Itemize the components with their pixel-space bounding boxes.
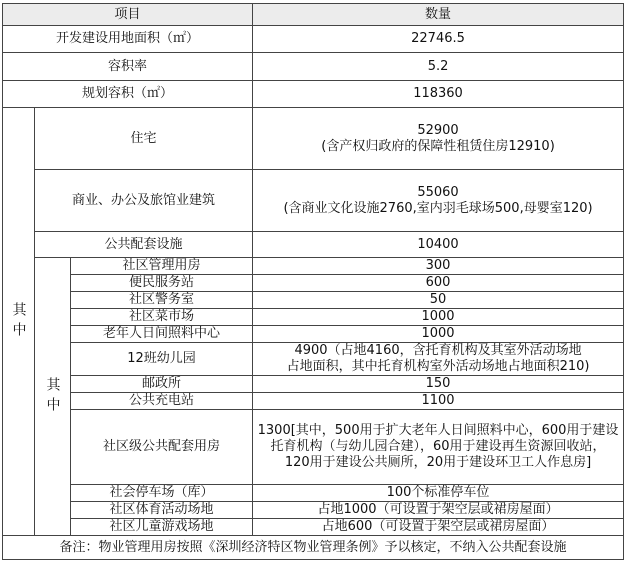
row-label: 公共充电站 [71,393,253,410]
value-line: 1300[其中，500用于扩大老年人日间照料中心，600用于建设 [257,423,619,438]
row-value: 1000 [253,309,624,326]
table-row [3,309,624,326]
footnote-row [3,536,624,560]
table-row [3,519,624,536]
footnote: 备注：物业管理用房按照《深圳经济特区物业管理条例》予以核定，不纳入公共配套设施 [3,536,624,560]
row-value: 10400 [253,232,624,258]
table-row [3,53,624,81]
sub-group-label: 其中 [35,258,71,536]
table-row [3,376,624,393]
header-row [3,4,624,26]
table-row [3,170,624,232]
row-label: 老年人日间照料中心 [71,326,253,343]
row-label: 容积率 [3,53,253,81]
row-label: 社区儿童游戏场地 [71,519,253,536]
row-value: 5.2 [253,53,624,81]
table-row [3,410,624,485]
header-quantity: 数量 [253,4,624,26]
table-row [3,292,624,309]
row-label: 社区菜市场 [71,309,253,326]
table-row [3,343,624,376]
row-value: 150 [253,376,624,393]
value-main: 52900 [417,122,459,138]
row-label: 商业、办公及旅馆业建筑 [35,170,253,232]
row-label: 社区警务室 [71,292,253,309]
row-label: 便民服务站 [71,275,253,292]
row-value: 118360 [253,81,624,108]
table-row [3,393,624,410]
table-row [3,502,624,519]
value-line: 托育机构（与幼儿园合建），60用于建设再生资源回收站， [270,439,606,454]
table-row [3,326,624,343]
row-value: 1100 [253,393,624,410]
data-table [2,3,624,560]
value-line: 占地面积，其中托育机构室外活动场地占地面积210) [286,359,590,374]
table-row [3,232,624,258]
row-value [253,108,624,170]
table-row [3,81,624,108]
row-value: 占地1000（可设置于架空层或裙房屋面） [253,502,624,519]
row-label: 社区级公共配套用房 [71,410,253,485]
row-label: 社区管理用房 [71,258,253,275]
table-row [3,26,624,53]
header-item: 项目 [3,4,253,26]
row-value [253,410,624,485]
row-value: 300 [253,258,624,275]
row-label: 12班幼儿园 [71,343,253,376]
row-label: 开发建设用地面积（㎡） [3,26,253,53]
row-label: 住宅 [35,108,253,170]
row-value: 100个标准停车位 [253,485,624,502]
row-label: 社会停车场（库） [71,485,253,502]
value-main: 55060 [417,184,459,200]
row-value: 22746.5 [253,26,624,53]
table-row [3,275,624,292]
row-value: 50 [253,292,624,309]
value-note: (含商业文化设施2760,室内羽毛球场500,母婴室120) [283,200,593,216]
row-value [253,343,624,376]
row-label: 规划容积（㎡） [3,81,253,108]
row-label: 公共配套设施 [35,232,253,258]
row-value: 1000 [253,326,624,343]
value-note: (含产权归政府的保障性租赁住房12910) [321,138,555,154]
row-label: 社区体育活动场地 [71,502,253,519]
table-row [3,258,624,275]
row-value: 600 [253,275,624,292]
value-line: 4900（占地4160，含托育机构及其室外活动场地 [294,343,582,358]
row-label: 邮政所 [71,376,253,393]
group-label: 其中 [3,108,35,536]
table-row [3,108,624,170]
row-value [253,170,624,232]
table-row [3,485,624,502]
row-value: 占地600（可设置于架空层或裙房屋面） [253,519,624,536]
value-line: 120用于建设公共厕所，20用于建设环卫工人作息房] [284,455,592,470]
